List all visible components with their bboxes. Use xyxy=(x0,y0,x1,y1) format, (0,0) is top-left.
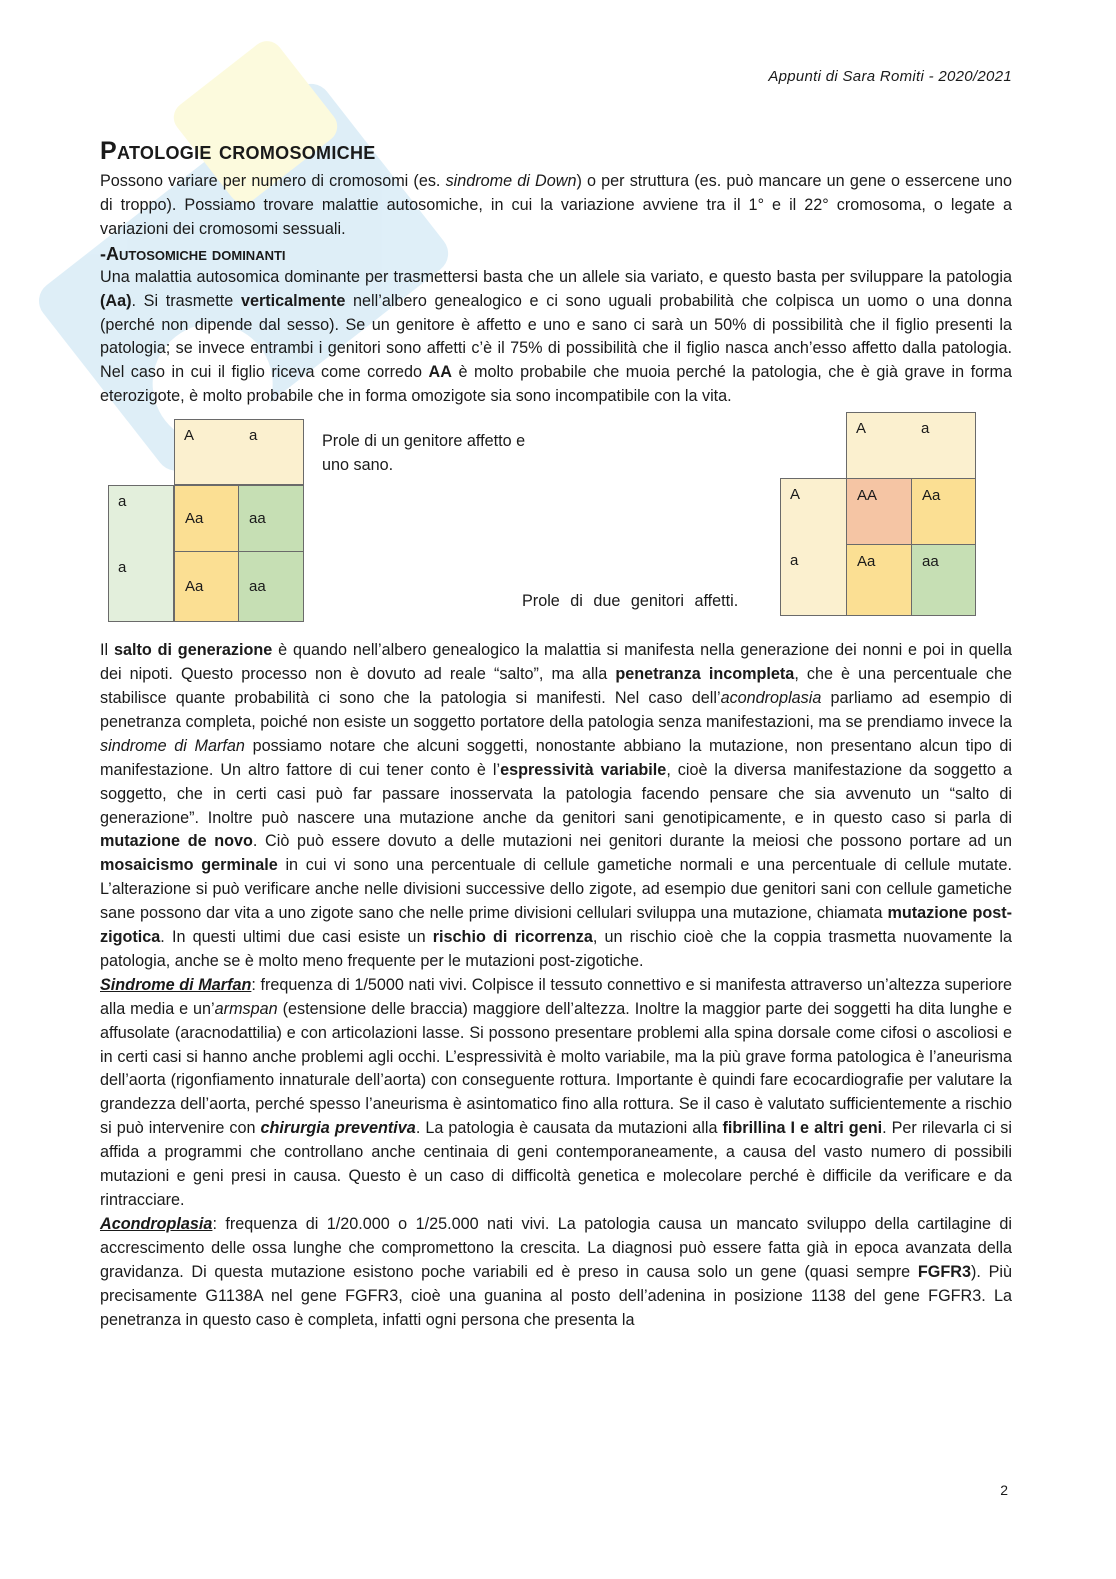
acondroplasia-title: Acondroplasia xyxy=(100,1214,213,1233)
punnett2-cell-1: AA xyxy=(846,478,912,545)
page-header: Appunti di Sara Romiti - 2020/2021 xyxy=(768,68,1012,85)
page-title: Patologie cromosomiche xyxy=(100,137,376,165)
marfan-title: Sindrome di Marfan xyxy=(100,975,252,994)
punnett2-top-2: a xyxy=(921,420,930,438)
punnett1-side-1: a xyxy=(118,493,127,511)
punnett2-caption: Prole di due genitori affetti. xyxy=(522,592,739,611)
punnett-figures xyxy=(100,409,1012,639)
punnett1-cell-1: Aa xyxy=(174,485,239,552)
document-body xyxy=(100,132,1012,1332)
punnett2-cell-4: aa xyxy=(911,544,976,616)
marfan-paragraph: Sindrome di Marfan: frequenza di 1/5000 nati vivi. Colpisce il tessuto connettivo e si manifesta attraverso un’altezza superiore alla media e un’armspan (estensione delle braccia) maggiore dell’altezza. Inoltre la maggior parte dei soggetti ha dita lunghe e affusolate (aracnodattilia) e con articolazioni lasse. Si possono presentare problemi alla spina dorsale come cifosi o ascoliosi e in certi casi si hanno anche problemi agli occhi. L’espressività è molto variabile, ma la più grave forma patologica è l’aneurisma dell’aorta (rigonfiamento innaturale dell’aorta) con conseguente rottura. Importante è quindi fare ecocardiografie per valutare la grandezza dell’aorta, perché spesso l’aneurisma è asintomatico fino alla rottura. Se il caso è valutato sufficientemente a rischio si può intervenire con chirurgia preventiva. La patologia è causata da mutazioni alla fibrillina I e altri geni. Per rilevarla ci si affida a programmi che controllano anche centinaia di geni contemporaneamente, a causa del vasto numero di possibili mutazioni e geni presi in causa. Questo è un caso di difficoltà genetica e molecolare perché è difficile da verificare e da rintracciare. xyxy=(100,975,1012,1209)
punnett1-cell-3: Aa xyxy=(174,551,239,622)
punnett1-caption: Prole di un genitore affetto e uno sano. xyxy=(322,432,526,475)
punnett1-side-2: a xyxy=(118,559,127,577)
punnett2-side-2: a xyxy=(790,552,799,570)
dominant-paragraph: Una malattia autosomica dominante per trasmettersi basta che un allele sia variato, e questo basta per sviluppare la patologia (Aa). Si trasmette verticalmente nell’albero genealogico e ci sono uguali probabilità che colpisca un uomo o una donna (perché non dipende dal sesso). Se un genitore è affetto e uno e sano ci sarà un 50% di possibilità che il figlio presenti la patologia; se invece entrambi i genitori sono affetti c’è il 75% di possibilità che il figlio nasca anch’esso affetto dalla patologia. Nel caso in cui il figlio riceva come corredo AA è molto probabile che muoia perché la patologia, che è già grave in forma eterozigote, è molto probabile che in forma omozigote sia sono incompatibile con la vita. xyxy=(100,267,1013,406)
intro-paragraph: Possono variare per numero di cromosomi (es. sindrome di Down) o per struttura (es. può mancare un gene o essercene uno di troppo). Possiamo trovare malattie autosomiche, in cui la variazione avviene tra il 1° e il 22° cromosoma, o legate a variazioni dei cromosomi sessuali. xyxy=(100,172,1012,238)
punnett1-cell-2: aa xyxy=(238,485,304,552)
punnett1-cell-4: aa xyxy=(238,551,304,622)
page-number: 2 xyxy=(1000,1482,1008,1498)
salto-paragraph: Il salto di generazione è quando nell’albero genealogico la malattia si manifesta nella generazione dei nonni e poi in quella dei nipoti. Questo processo non è dovuto ad reale “salto”, ma alla penetranza incompleta, che è una percentuale che stabilisce quante probabilità ci sono che la patologia si manifesti. Nel caso dell’acondroplasia parliamo ad esempio di penetranza completa, poiché non esiste un soggetto portatore della patologia senza manifestazioni, ma se prendiamo invece la sindrome di Marfan possiamo notare che alcuni soggetti, nonostante abbiano la mutazione, non presentano alcun tipo di manifestazione. Un altro fattore di cui tener conto è l’espressività variabile, cioè la diversa manifestazione da soggetto a soggetto, che in certi casi può far passare inosservata la patologia facendo pensare che sia avvenuto un “salto di generazione”. Inoltre può nascere una mutazione anche da genitori sani genotipicamente, e in questo caso si parla di mutazione de novo. Ciò può essere dovuto a delle mutazioni nei genitori durante la meiosi che possono portare ad un mosaicismo germinale in cui vi sono una percentuale di cellule gametiche normali e una percentuale di cellule mutate. L’alterazione si può verificare anche nelle divisioni successive dello zigote, ad esempio due genitori sani con cellule gametiche sane possono dar vita a uno zigote sano che nelle prime divisioni cellulari sviluppa una mutazione, chiamata mutazione post-zigotica. In questi ultimi due casi esiste un rischio di ricorrenza, un rischio cioè che la coppia trasmetta nuovamente la patologia, anche se è molto meno frequente per le mutazioni post-zigotiche. xyxy=(100,641,1013,970)
punnett1-top-1: A xyxy=(184,427,195,445)
punnett2-side-1: A xyxy=(790,486,801,504)
section-heading-dominant: -Autosomiche dominanti xyxy=(100,243,286,264)
punnett2-cell-2: Aa xyxy=(911,478,976,545)
acondroplasia-paragraph: Acondroplasia: frequenza di 1/20.000 o 1/25.000 nati vivi. La patologia causa un mancato sviluppo della cartilagine di accrescimento delle ossa lunghe che compromettono la crescita. La diagnosi può essere fatta già in epoca avanzata della gravidanza. Di questa mutazione esistono poche variabili ed è preso in causa solo un gene (quasi sempre FGFR3). Più precisamente G1138A nel gene FGFR3, cioè una guanina al posto dell’adenina in posizione 1138 del gene FGFR3. La penetranza in questo caso è completa, infatti ogni persona che presenta la xyxy=(100,1214,1012,1329)
punnett2-cell-3: Aa xyxy=(846,544,912,616)
punnett1-top-2: a xyxy=(249,427,258,445)
punnett2-top-1: A xyxy=(856,420,867,438)
